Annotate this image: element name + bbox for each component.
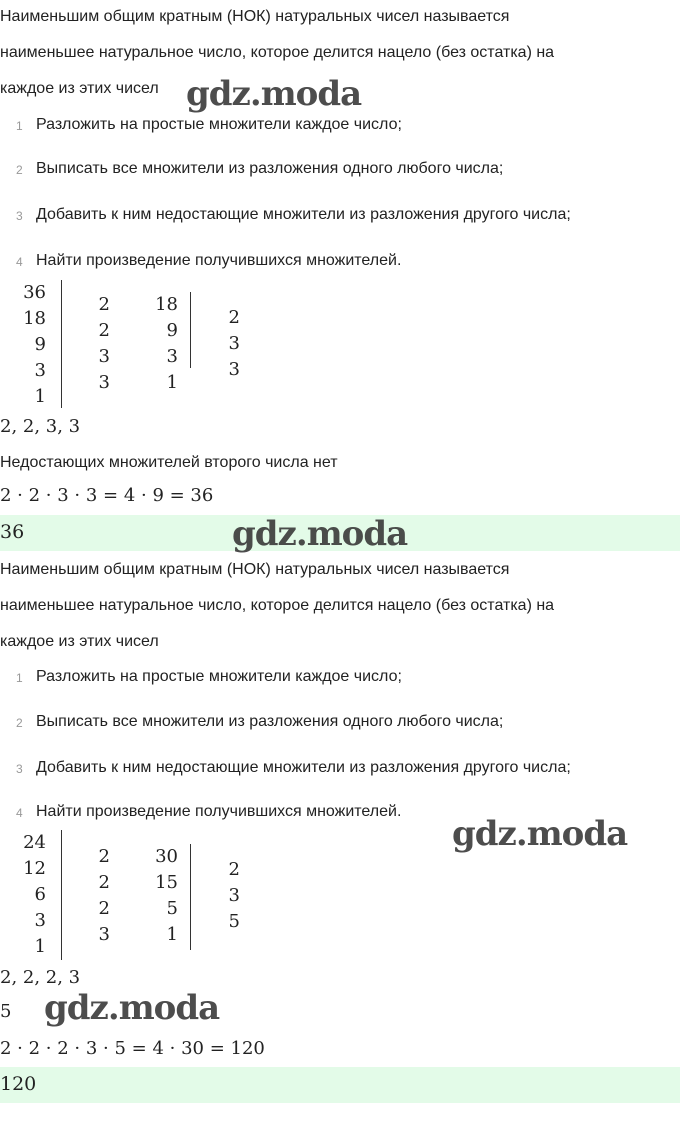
product-expression: 2 · 2 · 2 · 3 · 5 = 4 · 30 = 120: [0, 1038, 265, 1059]
factors-list: 2, 2, 3, 3: [0, 416, 81, 437]
step-number: 1: [16, 671, 23, 685]
step-number: 1: [16, 119, 23, 133]
step-number: 3: [16, 209, 23, 223]
step-text: Выписать все множители из разложения одного любого числа;: [36, 160, 504, 177]
factorization-numbers-a: 24 12 6 3 1: [23, 832, 46, 957]
missing-factors-note: Недостающих множителей второго числа нет: [0, 454, 338, 471]
step-number: 4: [16, 806, 23, 820]
step-text: Добавить к ним недостающие множители из разложения другого числа;: [36, 759, 571, 776]
factorization-factors-a: 2 2 3 3: [98, 294, 110, 393]
factors-list: 2, 2, 2, 3: [0, 967, 81, 988]
step-number: 4: [16, 255, 23, 269]
step-text: Разложить на простые множители каждое число;: [36, 668, 402, 685]
step-number: 2: [16, 716, 23, 730]
factorization-factors-b: 2 3 5: [228, 859, 240, 932]
step-text: Найти произведение получившихся множителей.: [36, 803, 402, 820]
missing-factor: 5: [0, 1001, 12, 1022]
definition-line-2: наименьшее натуральное число, которое делится нацело (без остатка) на: [0, 44, 555, 61]
factorization-numbers-b: 18 9 3 1: [155, 294, 178, 393]
factorization-divider: [190, 292, 191, 368]
answer-value: 36: [0, 521, 25, 543]
watermark: gdz.moda: [186, 74, 362, 114]
step-text: Разложить на простые множители каждое число;: [36, 116, 402, 133]
product-expression: 2 · 2 · 3 · 3 = 4 · 9 = 36: [0, 485, 214, 506]
step-text: Добавить к ним недостающие множители из разложения другого числа;: [36, 206, 571, 223]
step-number: 3: [16, 762, 23, 776]
answer-value: 120: [0, 1073, 37, 1095]
factorization-divider: [61, 280, 62, 408]
definition-line-2: наименьшее натуральное число, которое делится нацело (без остатка) на: [0, 597, 555, 614]
definition-line-1: Наименьшим общим кратным (НОК) натуральных чисел называется: [0, 561, 510, 578]
step-number: 2: [16, 163, 23, 177]
definition-line-3: каждое из этих чисел: [0, 633, 159, 650]
factorization-factors-a: 2 2 2 3: [98, 846, 110, 945]
factorization-divider: [61, 830, 62, 960]
step-text: Выписать все множители из разложения одного любого числа;: [36, 713, 504, 730]
step-text: Найти произведение получившихся множителей.: [36, 252, 402, 269]
factorization-factors-b: 2 3 3: [228, 307, 240, 380]
factorization-divider: [190, 844, 191, 950]
watermark: gdz.moda: [452, 814, 628, 854]
factorization-numbers-b: 30 15 5 1: [155, 846, 178, 945]
watermark: gdz.moda: [44, 988, 220, 1028]
factorization-numbers-a: 36 18 9 3 1: [23, 282, 46, 407]
definition-line-3: каждое из этих чисел: [0, 80, 159, 97]
watermark: gdz.moda: [232, 514, 408, 554]
answer-box: [0, 1067, 680, 1103]
definition-line-1: Наименьшим общим кратным (НОК) натуральных чисел называется: [0, 8, 510, 25]
